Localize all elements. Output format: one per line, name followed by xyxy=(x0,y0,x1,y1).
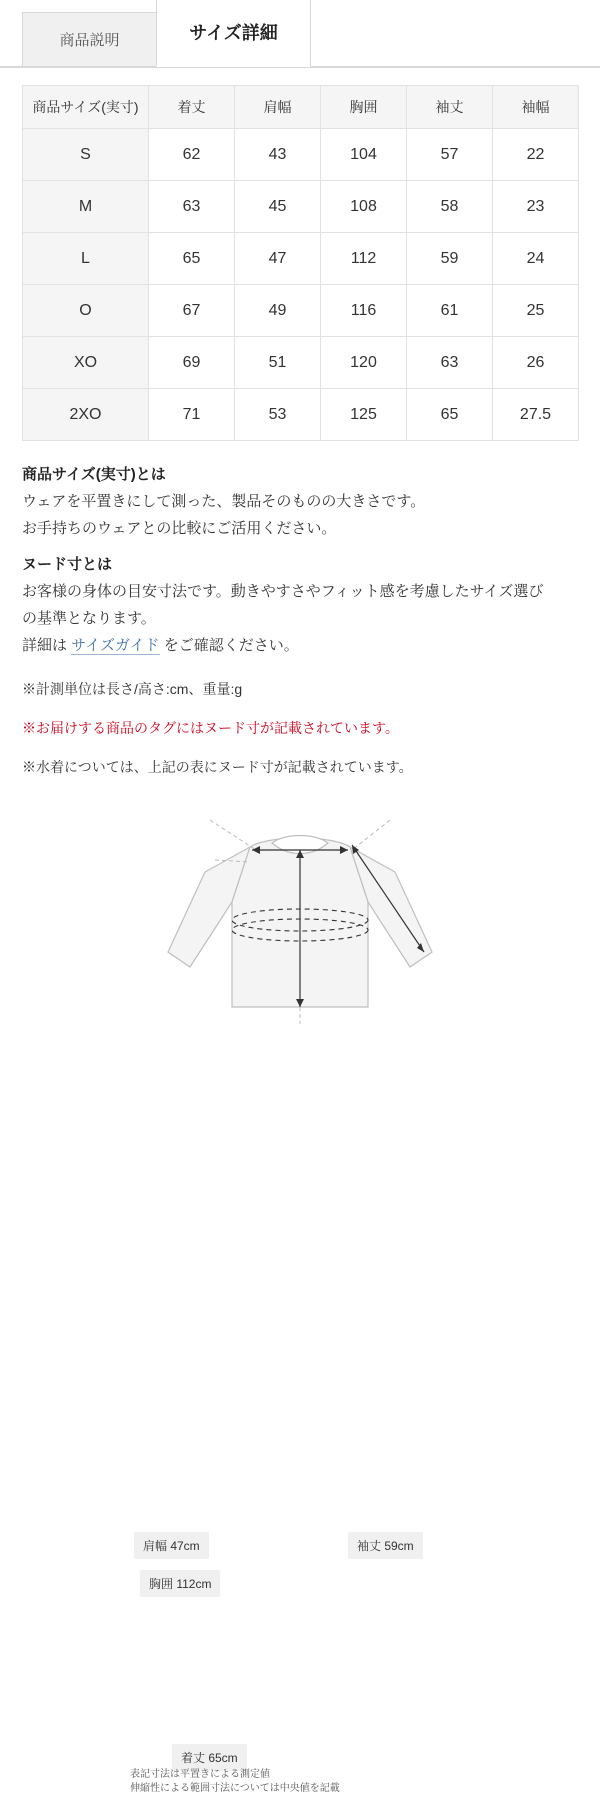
cell-chest: 112 xyxy=(321,233,407,285)
actual-size-heading: 商品サイズ(実寸)とは xyxy=(22,466,166,483)
table-header-sleeve-width: 袖幅 xyxy=(493,86,579,129)
diagram-footnotes xyxy=(130,1768,340,1796)
cell-length: 67 xyxy=(149,285,235,337)
cell-chest: 125 xyxy=(321,389,407,441)
nude-size-line2: の基準となります。 xyxy=(22,610,156,627)
cell-shoulder: 47 xyxy=(235,233,321,285)
table-row xyxy=(23,129,579,181)
cell-sleeve-width: 23 xyxy=(493,181,579,233)
cell-sleeve: 61 xyxy=(407,285,493,337)
table-header-row xyxy=(23,86,579,129)
nude-size-line1: お客様の身体の目安寸法です。動きやすさやフィット感を考慮したサイズ選び xyxy=(22,583,544,600)
row-size-label: 2XO xyxy=(23,389,149,441)
table-header-size: 商品サイズ(実寸) xyxy=(23,86,149,129)
sleeve-guide xyxy=(352,820,390,850)
cell-chest: 104 xyxy=(321,129,407,181)
callout-length: 着丈 65cm xyxy=(172,1744,247,1771)
cell-sleeve-width: 27.5 xyxy=(493,389,579,441)
table-header-sleeve: 袖丈 xyxy=(407,86,493,129)
tab-left-spacer xyxy=(0,12,22,67)
tab-size-detail[interactable]: サイズ詳細 xyxy=(156,0,311,67)
table-row xyxy=(23,389,579,441)
cell-sleeve: 65 xyxy=(407,389,493,441)
table-row xyxy=(23,233,579,285)
cell-chest: 116 xyxy=(321,285,407,337)
row-size-label: S xyxy=(23,129,149,181)
cell-shoulder: 45 xyxy=(235,181,321,233)
row-size-label: L xyxy=(23,233,149,285)
table-header-length: 着丈 xyxy=(149,86,235,129)
cell-chest: 120 xyxy=(321,337,407,389)
cell-shoulder: 51 xyxy=(235,337,321,389)
nude-size-heading: ヌード寸とは xyxy=(22,556,113,573)
callout-sleeve: 袖丈 59cm xyxy=(348,1532,423,1559)
cell-shoulder: 49 xyxy=(235,285,321,337)
diagram-footnote-1: 表記寸法は平置きによる測定値 xyxy=(130,1769,270,1780)
cell-sleeve: 63 xyxy=(407,337,493,389)
small-notes-section xyxy=(22,677,578,780)
cell-shoulder: 53 xyxy=(235,389,321,441)
row-size-label: XO xyxy=(23,337,149,389)
cell-sleeve: 58 xyxy=(407,181,493,233)
tab-bar xyxy=(0,0,600,68)
cell-length: 65 xyxy=(149,233,235,285)
unit-note: ※計測単位は長さ/高さ:cm、重量:g xyxy=(22,681,243,697)
cell-length: 69 xyxy=(149,337,235,389)
notes-section xyxy=(22,461,578,659)
table-header-chest: 胸囲 xyxy=(321,86,407,129)
size-guide-prefix: 詳細は xyxy=(22,637,72,654)
table-row xyxy=(23,181,579,233)
cell-sleeve-width: 22 xyxy=(493,129,579,181)
tab-right-fill xyxy=(311,11,600,67)
size-guide-suffix: をご確認ください。 xyxy=(159,637,299,654)
shoulder-guide xyxy=(210,820,256,850)
size-guide-link[interactable]: サイズガイド xyxy=(71,637,160,654)
size-guide-line xyxy=(22,632,578,659)
garment-outline-svg xyxy=(0,802,600,1092)
tab-product-description[interactable]: 商品説明 xyxy=(22,12,157,67)
cell-sleeve-width: 25 xyxy=(493,285,579,337)
cell-length: 62 xyxy=(149,129,235,181)
diagram-footnote-2: 伸縮性による範囲寸法については中央値を記載 xyxy=(130,1783,340,1794)
cell-sleeve-width: 26 xyxy=(493,337,579,389)
actual-size-line1: ウェアを平置きにして測った、製品そのものの大きさです。 xyxy=(22,493,426,510)
row-size-label: O xyxy=(23,285,149,337)
table-row xyxy=(23,337,579,389)
cell-length: 63 xyxy=(149,181,235,233)
swimwear-note: ※水着については、上記の表にヌード寸が記載されています。 xyxy=(22,759,413,775)
callout-shoulder: 肩幅 47cm xyxy=(134,1532,209,1559)
measurement-diagram xyxy=(0,802,600,1794)
size-table xyxy=(22,85,579,441)
cell-shoulder: 43 xyxy=(235,129,321,181)
cell-sleeve-width: 24 xyxy=(493,233,579,285)
table-row xyxy=(23,285,579,337)
cell-length: 71 xyxy=(149,389,235,441)
table-header-shoulder: 肩幅 xyxy=(235,86,321,129)
callout-chest: 胸囲 112cm xyxy=(140,1570,220,1597)
row-size-label: M xyxy=(23,181,149,233)
cell-sleeve: 57 xyxy=(407,129,493,181)
cell-chest: 108 xyxy=(321,181,407,233)
tag-note: ※お届けする商品のタグにはヌード寸が記載されています。 xyxy=(22,720,399,736)
cell-sleeve: 59 xyxy=(407,233,493,285)
actual-size-line2: お手持ちのウェアとの比較にご活用ください。 xyxy=(22,520,337,537)
